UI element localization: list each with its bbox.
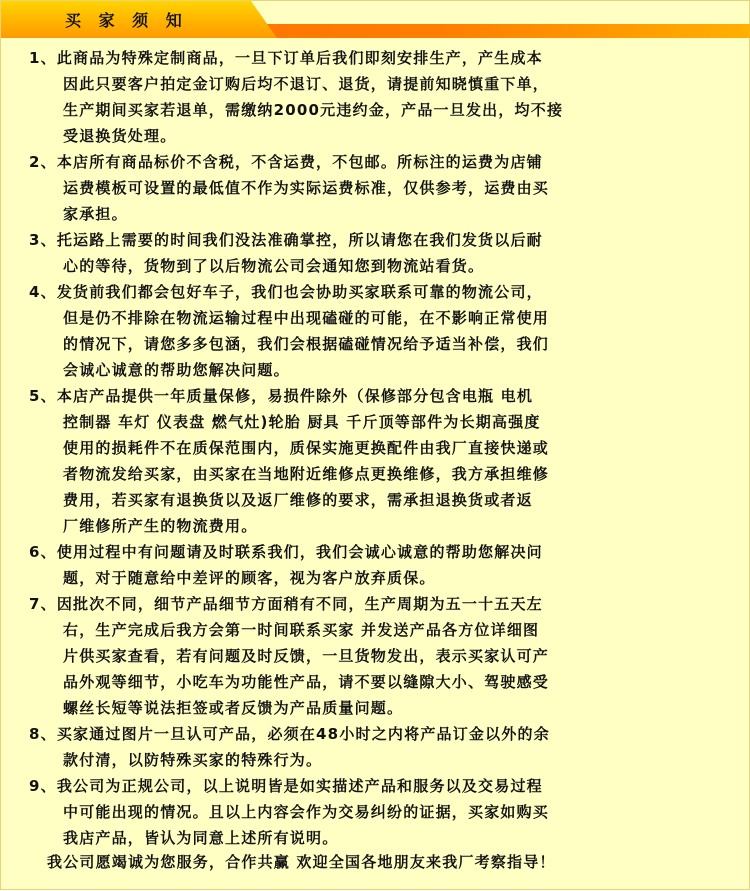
notice-line: 2、本店所有商品标价不含税，不含运费，不包邮。所标注的运费为店铺 <box>29 153 543 171</box>
notice-item-1 <box>1 45 750 149</box>
notice-line: 厂维修所产生的物流费用。 <box>63 517 258 535</box>
notice-line: 费用，若买家有退换货以及返厂维修的要求，需承担退换货或者返 <box>63 491 533 509</box>
notice-line: 片供买家查看，若有问题及时反馈，一旦货物发出，表示买家认可产 <box>63 647 550 665</box>
notice-list <box>1 45 750 891</box>
notice-line: 右，生产完成后我方会第一时间联系买家 并发送产品各方位详细图 <box>63 621 540 639</box>
notice-line: 但是仍不排除在物流运输过程中出现磕碰的可能，在不影响正常使用 <box>63 309 550 327</box>
notice-line: 3、托运路上需要的时间我们没法准确掌控，所以请您在我们发货以后耐 <box>29 231 543 249</box>
page-title: 买 家 须 知 <box>65 11 188 30</box>
notice-line: 使用的损耗件不在质保范围内，质保实施更换配件由我厂直接快递或 <box>63 439 550 457</box>
notice-line: 8、买家通过图片一旦认可产品，必须在48小时之内将产品订金以外的余 <box>29 725 550 743</box>
notice-line: 中可能出现的情况。且以上内容会作为交易纠纷的证据，买家如购买 <box>63 803 550 821</box>
notice-item-4 <box>1 279 750 383</box>
notice-item-2 <box>1 149 750 227</box>
notice-line: 1、此商品为特殊定制商品，一旦下订单后我们即刻安排生产，产生成本 <box>29 49 543 67</box>
notice-line: 7、因批次不同，细节产品细节方面稍有不同，生产周期为五一十五天左 <box>29 595 543 613</box>
notice-line: 5、本店产品提供一年质量保修，易损件除外（保修部分包含电瓶 电机 <box>29 387 534 405</box>
closing-message: 我公司愿竭诚为您服务，合作共赢 欢迎全国各地朋友来我厂考察指导！ <box>47 853 556 871</box>
notice-line: 受退换货处理。 <box>63 127 177 145</box>
notice-item-6 <box>1 539 750 591</box>
notice-line: 9、我公司为正规公司，以上说明皆是如实描述产品和服务以及交易过程 <box>29 777 543 795</box>
notice-item-9 <box>1 773 750 851</box>
notice-line: 者物流发给买家，由买家在当地附近维修点更换维修，我方承担维修 <box>63 465 550 483</box>
notice-line: 家承担。 <box>63 205 128 223</box>
notice-line: 因此只要客户拍定金订购后均不退订、退货，请提前知晓慎重下单， <box>63 75 550 93</box>
notice-line: 运费模板可设置的最低值不作为实际运费标准，仅供参考，运费由买 <box>63 179 550 197</box>
notice-line: 的情况下，请您多多包涵，我们会根据磕碰情况给予适当补偿，我们 <box>63 335 550 353</box>
notice-line: 4、发货前我们都会包好车子，我们也会协助买家联系可靠的物流公司， <box>29 283 543 301</box>
notice-item-3 <box>1 227 750 279</box>
notice-line: 题，对于随意给中差评的顾客，视为客户放弃质保。 <box>63 569 436 587</box>
notice-line: 6、使用过程中有问题请及时联系我们，我们会诚心诚意的帮助您解决问 <box>29 543 543 561</box>
notice-item-5 <box>1 383 750 539</box>
notice-line: 控制器 车灯 仪表盘 燃气灶)轮胎 厨具 千斤顶等部件为长期高强度 <box>63 413 541 431</box>
notice-item-7 <box>1 591 750 721</box>
notice-item-8 <box>1 721 750 773</box>
notice-line: 螺丝长短等说法拒签或者反馈为产品质量问题。 <box>63 699 404 717</box>
notice-line: 我店产品，皆认为同意上述所有说明。 <box>63 829 339 847</box>
notice-line: 会诚心诚意的帮助您解决问题。 <box>63 361 290 379</box>
header <box>1 1 750 41</box>
notice-line: 品外观等细节，小吃车为功能性产品，请不要以缝隙大小、驾驶感受 <box>63 673 550 691</box>
notice-line: 款付清，以防特殊买家的特殊行为。 <box>63 751 323 769</box>
notice-line: 心的等待，货物到了以后物流公司会通知您到物流站看货。 <box>63 257 485 275</box>
notice-line: 生产期间买家若退单，需缴纳2000元违约金，产品一旦发出，均不接 <box>63 101 564 119</box>
